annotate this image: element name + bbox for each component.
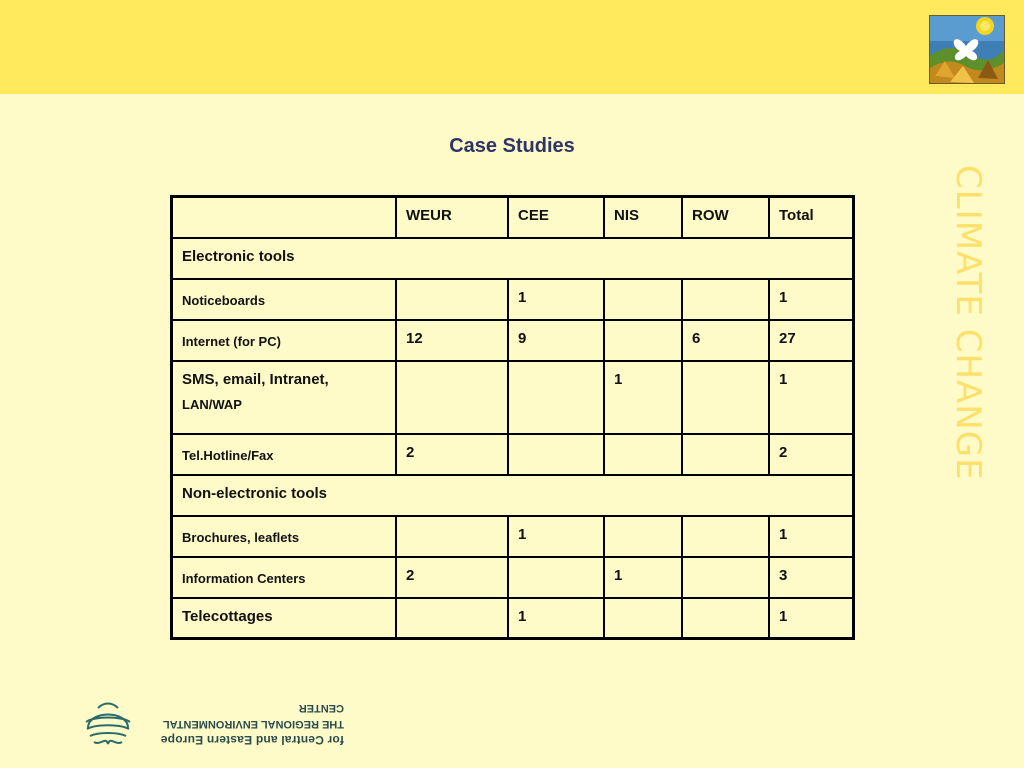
table-header-row <box>172 197 854 238</box>
side-vertical-title: CLIMATE CHANGE <box>948 165 988 481</box>
cell-row <box>682 279 769 320</box>
cell-weur: 2 <box>396 557 508 598</box>
table-row <box>172 598 854 639</box>
section-label-non-electronic: Non-electronic tools <box>172 475 854 516</box>
cell-nis: 1 <box>604 557 682 598</box>
row-label-line2: LAN/WAP <box>182 396 242 412</box>
cell-nis <box>604 434 682 475</box>
header-cell-nis: NIS <box>604 197 682 238</box>
cell-weur: 12 <box>396 320 508 361</box>
cell-nis: 1 <box>604 361 682 434</box>
row-label: Internet (for PC) <box>172 320 397 361</box>
cell-total: 3 <box>769 557 854 598</box>
cell-total: 27 <box>769 320 854 361</box>
rec-logo <box>84 698 344 748</box>
table-row <box>172 557 854 598</box>
row-label: Telecottages <box>172 598 397 639</box>
cell-total: 1 <box>769 361 854 434</box>
row-label-line1: SMS, email, Intranet, <box>182 370 329 388</box>
cell-row <box>682 516 769 557</box>
cell-row <box>682 557 769 598</box>
cell-weur: 2 <box>396 434 508 475</box>
cell-cee <box>508 434 604 475</box>
header-cell-row: ROW <box>682 197 769 238</box>
rec-logo-text <box>136 700 344 748</box>
case-studies-table <box>170 195 855 640</box>
cell-nis <box>604 279 682 320</box>
cell-nis <box>604 598 682 639</box>
slide-title: Case Studies <box>449 135 575 157</box>
cell-weur <box>396 361 508 434</box>
table-row <box>172 320 854 361</box>
section-label-electronic: Electronic tools <box>172 238 854 279</box>
rec-logo-emblem <box>84 698 132 748</box>
section-row-non-electronic <box>172 475 854 516</box>
cell-weur <box>396 516 508 557</box>
cell-cee <box>508 557 604 598</box>
cell-row <box>682 434 769 475</box>
cell-total: 1 <box>769 279 854 320</box>
header-cell-total: Total <box>769 197 854 238</box>
cell-row: 6 <box>682 320 769 361</box>
cell-weur <box>396 598 508 639</box>
row-label: Tel.Hotline/Fax <box>172 434 397 475</box>
row-label: Information Centers <box>172 557 397 598</box>
table-row <box>172 279 854 320</box>
cell-total: 1 <box>769 598 854 639</box>
cell-total: 1 <box>769 516 854 557</box>
table-row <box>172 434 854 475</box>
cell-row <box>682 598 769 639</box>
cell-cee <box>508 361 604 434</box>
rec-logo-subtitle: for Central and Eastern Europe <box>160 733 344 747</box>
table-row <box>172 516 854 557</box>
cell-cee: 1 <box>508 598 604 639</box>
row-label: Noticeboards <box>172 279 397 320</box>
header-cell-cee: CEE <box>508 197 604 238</box>
table-row <box>172 361 854 434</box>
row-label <box>172 361 397 434</box>
cell-total: 2 <box>769 434 854 475</box>
row-label: Brochures, leaflets <box>172 516 397 557</box>
cell-nis <box>604 320 682 361</box>
butterfly-sun-image <box>929 15 1005 84</box>
cell-row <box>682 361 769 434</box>
header-cell-blank <box>172 197 397 238</box>
header-cell-weur: WEUR <box>396 197 508 238</box>
cell-weur <box>396 279 508 320</box>
rec-logo-name: THE REGIONAL ENVIRONMENTAL CENTER <box>163 702 344 730</box>
cell-cee: 9 <box>508 320 604 361</box>
section-row-electronic <box>172 238 854 279</box>
cell-cee: 1 <box>508 516 604 557</box>
cell-cee: 1 <box>508 279 604 320</box>
top-banner <box>0 0 1024 94</box>
cell-nis <box>604 516 682 557</box>
